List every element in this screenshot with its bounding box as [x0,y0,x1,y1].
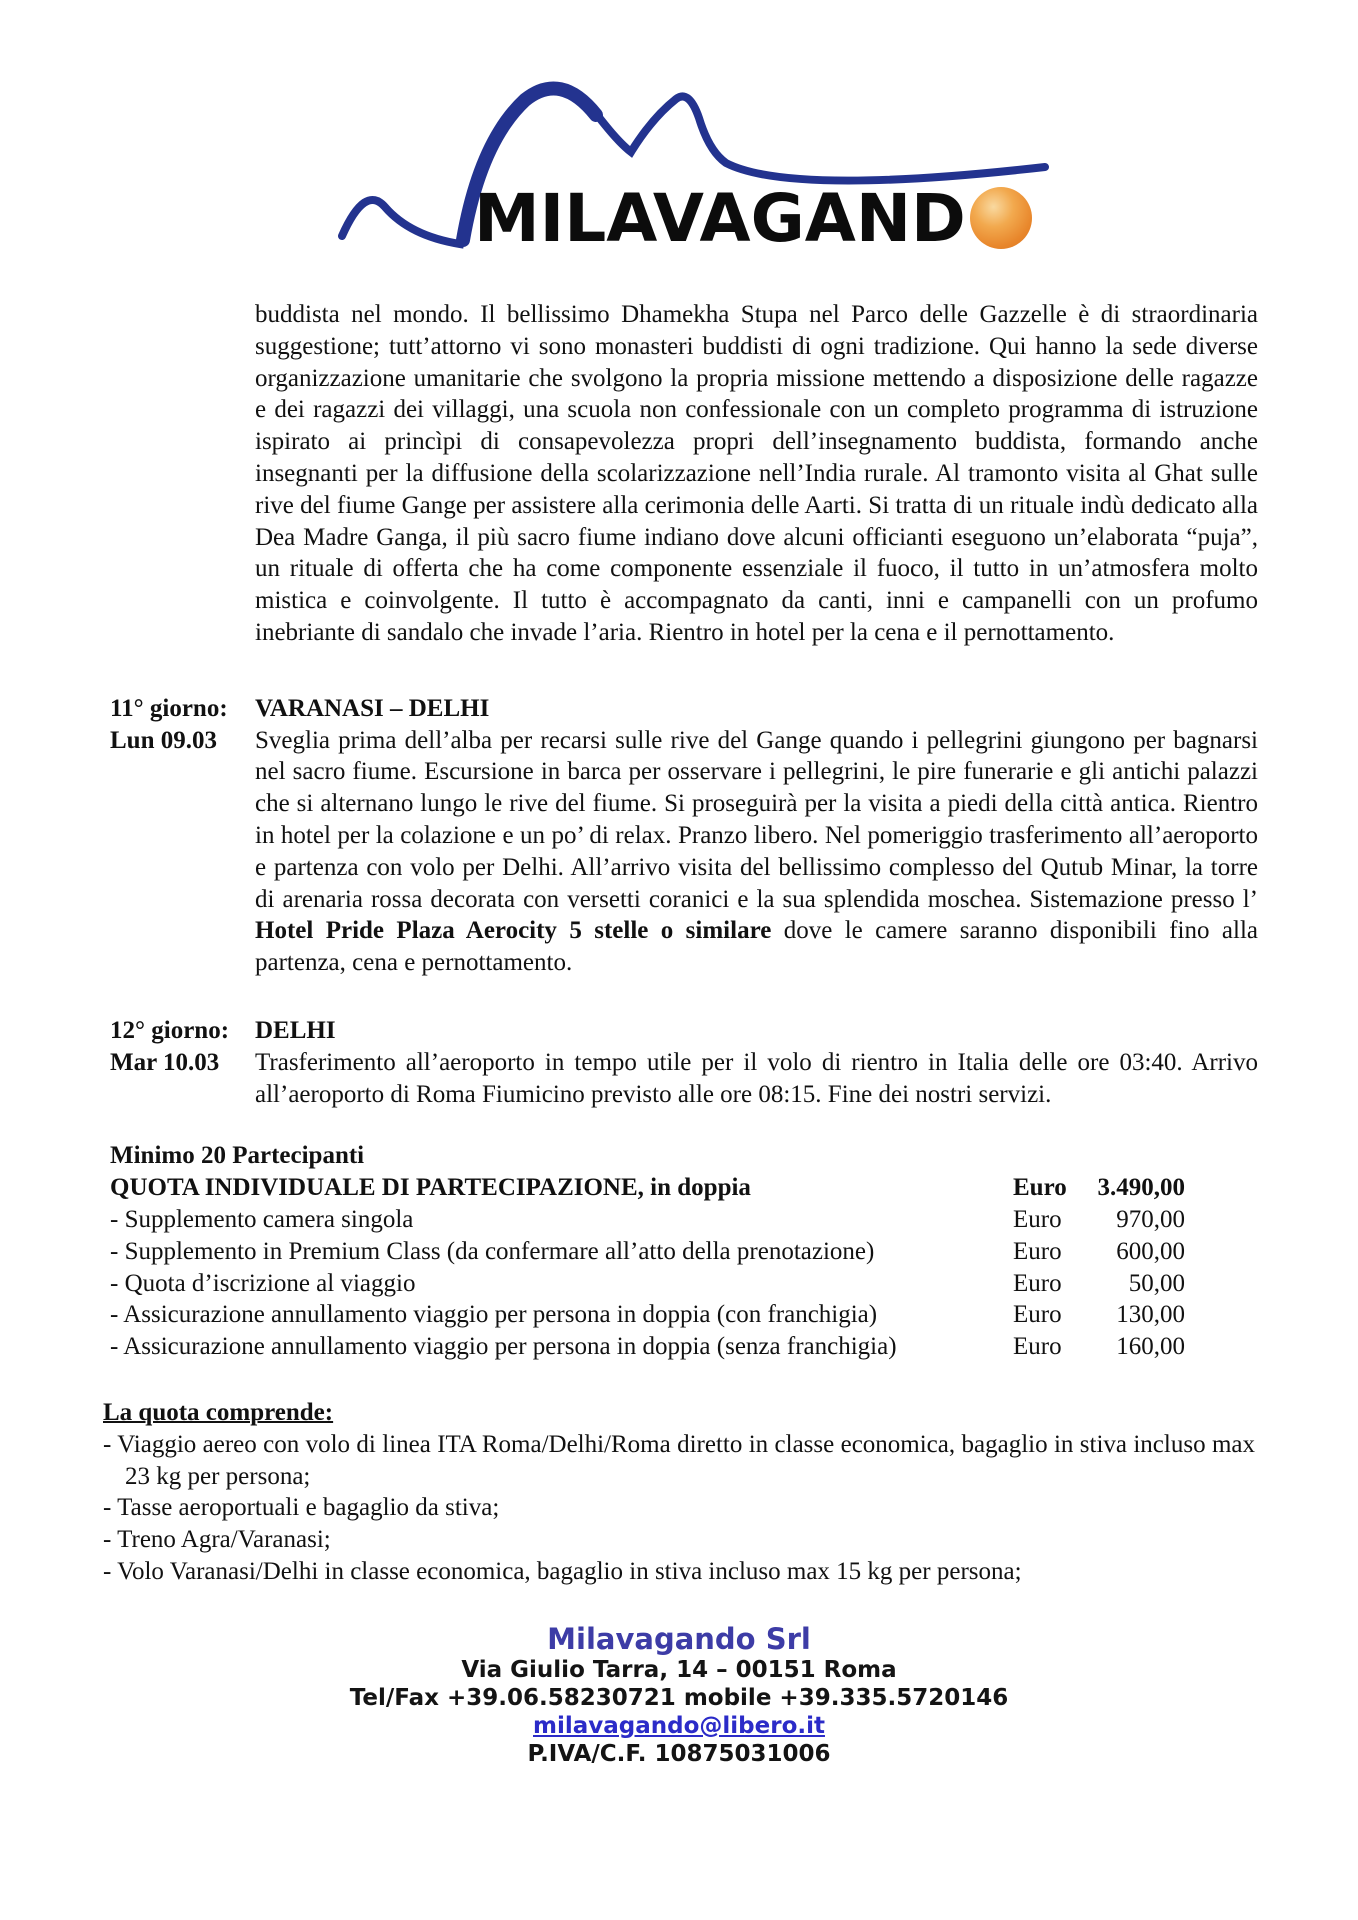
pricing-row [110,1204,1185,1236]
pricing-currency: Euro [1013,1237,1062,1265]
day-11-title: VARANASI – DELHI [255,694,490,722]
min-participants: Minimo 20 Partecipanti [110,1142,365,1170]
pricing-currency: Euro [1013,1333,1062,1361]
includes-section [103,1397,1263,1588]
intro-paragraph: buddista nel mondo. Il bellissimo Dhamekha Stupa nel Parco delle Gazzelle è di straordinaria suggestione; tutt’attorno vi sono monasteri buddisti di ogni tradizione. Qui hanno la sede diverse organizzazione umanitarie che svolgono la propria missione mettendo a disposizione delle ragazze e dei ragazzi dei villaggi, una scuola non confessionale con un completo programma di istruzione ispirato ai princìpi di consapevolezza propri dell’insegnamento buddista, formando anche insegnanti per la diffusione della scolarizzazione nell’India rurale. Al tramonto visita al Ghat sulle rive del fiume Gange per assistere alla cerimonia delle Aarti. Si tratta di un rituale indù dedicato alla Dea Madre Ganga, il più sacro fiume indiano dove alcuni officianti eseguono un’elaborata “puja”, un rituale di offerta che ha come componente essenziale il fuoco, il tutto in un’atmosfera molto mistica e coinvolgente. Il tutto è accompagnato da canti, inni e campanelli con un profumo inebriante di sandalo che invade l’aria. Rientro in hotel per la cena e il pernottamento. [255,301,1258,646]
day-12-title: DELHI [255,1016,336,1044]
day-12-text: Trasferimento all’aeroporto in tempo utile per il volo di rientro in Italia delle ore 03:40. Arrivo all’aeroporto di Roma Fiumicino previsto alle ore 08:15. Fine dei nostri servizi. [255,1048,1258,1108]
hotel-name-bold: Hotel Pride Plaza Aerocity 5 stelle o similare [255,917,772,945]
pricing-amount: 970,00 [1116,1205,1185,1233]
pricing-label: - Supplemento in Premium Class (da confermare all’atto della prenotazione) [110,1237,875,1265]
include-item: - Volo Varanasi/Delhi in classe economica, bagaglio in stiva incluso max 15 kg per persona; [103,1557,1022,1585]
pricing-section [110,1140,1185,1363]
company-name: Milavagando Srl [547,1621,811,1656]
pricing-row [110,1268,1185,1300]
day-11-date: Lun 09.03 [110,726,217,754]
footer [0,1622,1358,1768]
day-11-text: Sveglia prima dell’alba per recarsi sulle rive del Gange quando i pellegrini giungono per bagnarsi nel sacro fiume. Escursione in barca per osservare i pellegrini, le pire funerarie e gli antichi palazzi che si alternano lungo le rive del fiume. Si proseguirà per la visita a piedi della città antica. Rientro in hotel per la colazione e un po’ di relax. Pranzo libero. Nel pomeriggio trasferimento all’aeroporto e partenza con volo per Delhi. All’arrivo visita del bellissimo complesso del Qutub Minar, la torre di arenaria rossa decorata con versetti coranici e la sua splendida moschea. Sistemazione presso l’ [255,726,1258,913]
day-11-label: 11° giorno: [110,694,228,722]
pricing-main-currency: Euro [1013,1174,1067,1202]
day-12-label: 12° giorno: [110,1016,230,1044]
day-12-body [255,1015,1258,1110]
company-address: Via Giulio Tarra, 14 – 00151 Roma [461,1656,897,1683]
pricing-amount: 160,00 [1116,1333,1185,1361]
company-vat: P.IVA/C.F. 10875031006 [527,1740,831,1767]
day-section-11 [110,693,1358,979]
pricing-amount: 130,00 [1116,1301,1185,1329]
email-link[interactable]: milavagando@libero.it [533,1712,825,1739]
include-item: - Viaggio aereo con volo di linea ITA Roma/Delhi/Roma diretto in classe economica, bagaglio in stiva incluso max 23 kg per persona; [103,1430,1255,1490]
day-11-label-column [110,693,255,979]
logo-wordmark-text: MILAVAGAND [474,180,966,257]
pricing-main-row [110,1172,1185,1204]
pricing-row [110,1299,1185,1331]
day-11-text-after: dove le camere saranno disponibili fino alla partenza, cena e pernottamento. [255,917,1258,977]
milavagando-logo [330,58,1050,257]
pricing-row [110,1236,1185,1268]
day-11-body [255,693,1258,979]
pricing-row [110,1331,1185,1363]
pricing-currency: Euro [1013,1301,1062,1329]
includes-heading: La quota comprende: [103,1398,334,1426]
company-phone: Tel/Fax +39.06.58230721 mobile +39.335.5720146 [349,1684,1009,1711]
logo-wordmark [474,180,1032,257]
include-item: - Treno Agra/Varanasi; [103,1526,331,1554]
pricing-label: - Assicurazione annullamento viaggio per persona in doppia (senza franchigia) [110,1333,897,1361]
day-12-label-column [110,1015,255,1110]
globe-o-icon [970,187,1032,249]
pricing-label: - Assicurazione annullamento viaggio per persona in doppia (con franchigia) [110,1301,878,1329]
pricing-amount: 50,00 [1128,1269,1185,1297]
day-12-date: Mar 10.03 [110,1048,220,1076]
include-item: - Tasse aeroportuali e bagaglio da stiva; [103,1494,500,1522]
day-section-12 [110,1015,1358,1110]
pricing-currency: Euro [1013,1205,1062,1233]
pricing-currency: Euro [1013,1269,1062,1297]
pricing-label: - Supplemento camera singola [110,1205,414,1233]
pricing-label: - Quota d’iscrizione al viaggio [110,1269,416,1297]
pricing-main-label: QUOTA INDIVIDUALE DI PARTECIPAZIONE, in doppia [110,1174,751,1202]
pricing-main-amount: 3.490,00 [1097,1174,1185,1202]
pricing-amount: 600,00 [1116,1237,1185,1265]
